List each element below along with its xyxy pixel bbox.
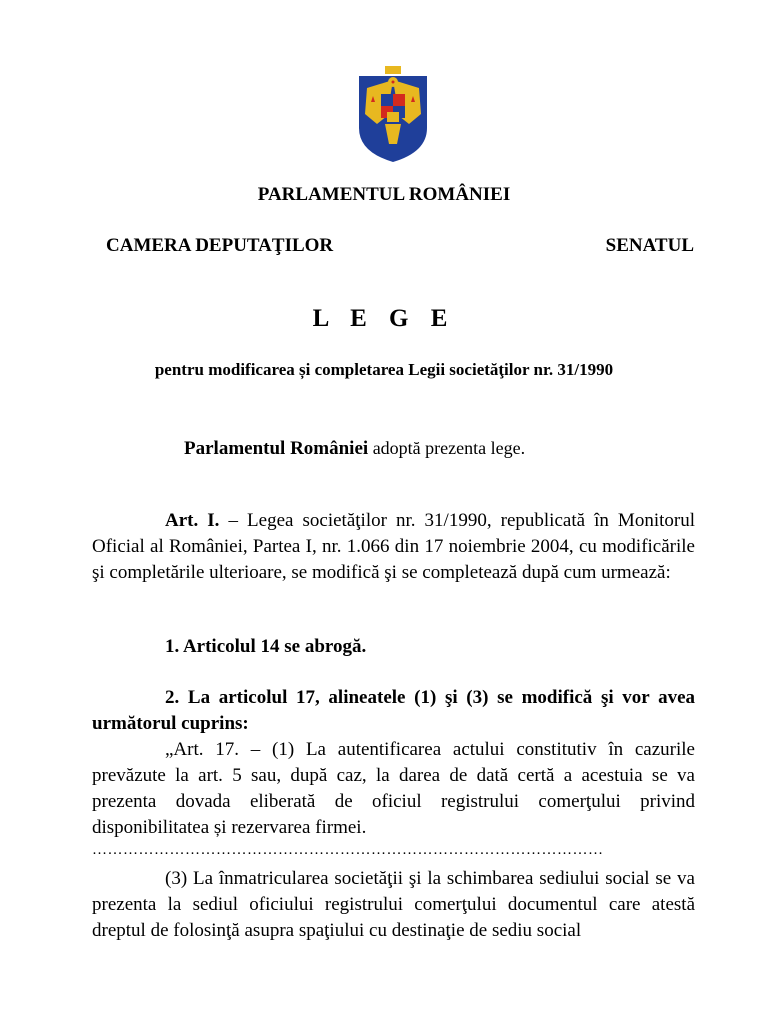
- adoption-bold: Parlamentul României: [184, 438, 369, 459]
- parliament-heading: PARLAMENTUL ROMÂNIEI: [257, 184, 511, 205]
- document-subtitle: pentru modificarea și completarea Legii societăţilor nr. 31/1990: [154, 360, 614, 379]
- adoption-rest: adoptă prezenta lege.: [368, 438, 526, 458]
- coat-of-arms-emblem: [357, 66, 429, 164]
- article-1-text: – Legea societăţilor nr. 31/1990, republicată în Monitorul Oficial al României, Partea I, nr. 1.066 din 17 noiembrie 2004, cu modificările şi completările ulterioare, se modifică şi se completează după cum urmează:: [92, 510, 695, 583]
- point-2-paragraph: 2. La articolul 17, alineatele (1) şi (3) se modifică şi vor avea următorul cuprins:: [92, 687, 695, 734]
- adoption-statement: [184, 438, 525, 460]
- article-1-paragraph: [92, 508, 695, 586]
- ellipsis-line: ………………………………………………………………………………………: [92, 842, 604, 858]
- art-17-paragraph-1: „Art. 17. – (1) La autentificarea actului constitutiv în cazurile prevăzute la art. 5 sau, după caz, la darea de dată certă a acestuia se va prezenta dovada eliberată de oficiul registrului comerţului privind disponibilitatea și rezervarea firmei.: [92, 739, 695, 838]
- senate-label: SENATUL: [605, 235, 694, 256]
- document-title: L E G E: [312, 305, 456, 332]
- point-1-paragraph: 1. Articolul 14 se abrogă.: [165, 636, 367, 657]
- chamber-deputies-label: CAMERA DEPUTAŢILOR: [106, 235, 334, 256]
- art-17-paragraph-3: (3) La înmatricularea societăţii şi la schimbarea sediului social se va prezenta la sediul oficiului registrului comerţului documentul care atestă dreptul de folosinţă asupra spaţiului cu destinaţie de sediu social: [92, 868, 695, 941]
- article-1-label: Art. I.: [165, 510, 220, 531]
